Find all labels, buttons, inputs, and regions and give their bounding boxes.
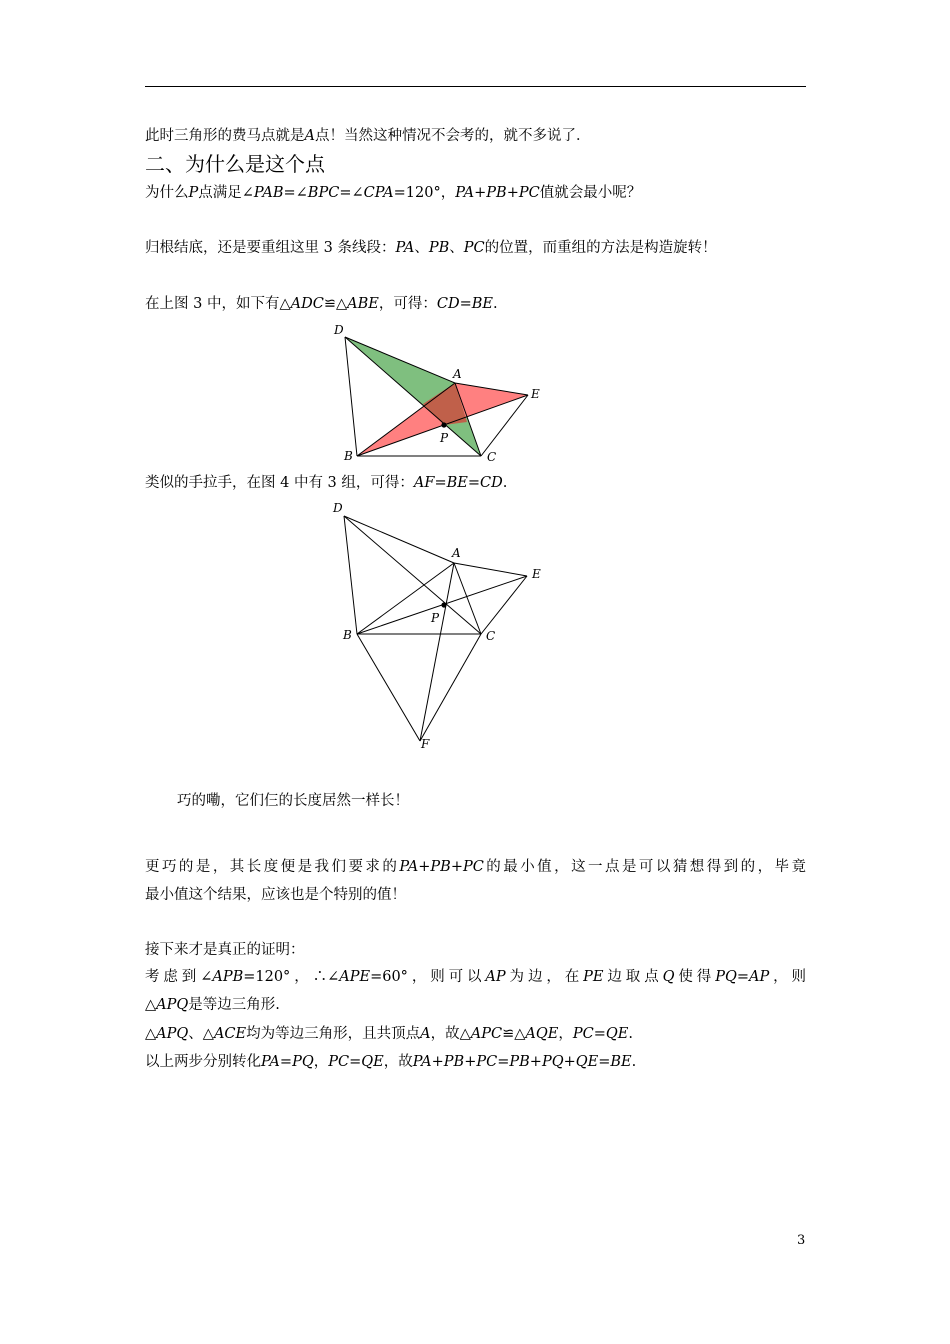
segment-ce bbox=[481, 576, 527, 634]
label-p: P bbox=[440, 431, 449, 445]
figure-rotation-congruence bbox=[325, 318, 555, 468]
label-e: E bbox=[532, 567, 541, 581]
label-c: C bbox=[486, 629, 496, 643]
paragraph-clever: 巧的嘞，它们仨的长度居然一样长！ bbox=[177, 793, 409, 809]
label-d: D bbox=[333, 501, 343, 515]
segment-dc bbox=[344, 516, 481, 634]
label-f: F bbox=[421, 737, 430, 751]
segment-cf bbox=[420, 634, 481, 741]
label-p: P bbox=[431, 611, 440, 625]
paragraph-figure3: 在上图 3 中，如下有△ADC≌△ABE，可得：CD=BE. bbox=[145, 296, 498, 312]
label-b: B bbox=[343, 628, 352, 642]
proof-step1-line1: 考虑到∠APB=120°，∴∠APE=60°，则可以AP为边，在PE边取点Q使得PQ=AP，则 bbox=[145, 969, 807, 985]
proof-step3: 以上两步分别转化PA=PQ，PC=QE，故PA+PB+PC=PB+PQ+QE=BE. bbox=[145, 1054, 637, 1070]
point-p bbox=[441, 602, 446, 607]
paragraph-more-line1: 更巧的是，其长度便是我们要求的PA+PB+PC的最小值，这一点是可以猜想得到的，毕竟 bbox=[145, 859, 807, 875]
segment-ae bbox=[454, 563, 527, 576]
segment-ac bbox=[454, 563, 481, 634]
figure-three-equilateral bbox=[325, 497, 555, 757]
header-rule bbox=[145, 86, 806, 87]
segment-da bbox=[344, 516, 454, 563]
segment-db bbox=[344, 516, 357, 634]
paragraph-figure4: 类似的手拉手，在图 4 中有 3 组，可得：AF=BE=CD. bbox=[145, 475, 508, 491]
section-heading: 二、为什么是这个点 bbox=[145, 152, 325, 176]
proof-step1-line2: △APQ是等边三角形. bbox=[145, 997, 280, 1013]
proof-intro: 接下来才是真正的证明： bbox=[145, 942, 305, 958]
label-c: C bbox=[487, 450, 497, 464]
paragraph-more-line2: 最小值这个结果，应该也是个特别的值！ bbox=[145, 887, 406, 903]
label-a: A bbox=[452, 546, 461, 560]
label-b: B bbox=[344, 449, 353, 463]
page-number: 3 bbox=[797, 1233, 806, 1248]
point-p bbox=[441, 422, 446, 427]
segment-af bbox=[420, 563, 454, 741]
label-a: A bbox=[453, 367, 462, 381]
paragraph-fermat: 此时三角形的费马点就是A点！当然这种情况不会考的，就不多说了． bbox=[145, 128, 591, 144]
proof-step2: △APQ、△ACE均为等边三角形，且共顶点A，故△APC≌△AQE，PC=QE. bbox=[145, 1026, 633, 1042]
segment-db bbox=[345, 337, 357, 456]
paragraph-why: 为什么P点满足∠PAB=∠BPC=∠CPA=120°，PA+PB+PC值就会最小呢？ bbox=[145, 185, 642, 201]
label-d: D bbox=[334, 323, 344, 337]
label-e: E bbox=[531, 387, 540, 401]
segment-bf bbox=[357, 634, 420, 741]
paragraph-reason: 归根结底，还是要重组这里 3 条线段：PA、PB、PC的位置，而重组的方法是构造旋转！ bbox=[145, 240, 717, 256]
